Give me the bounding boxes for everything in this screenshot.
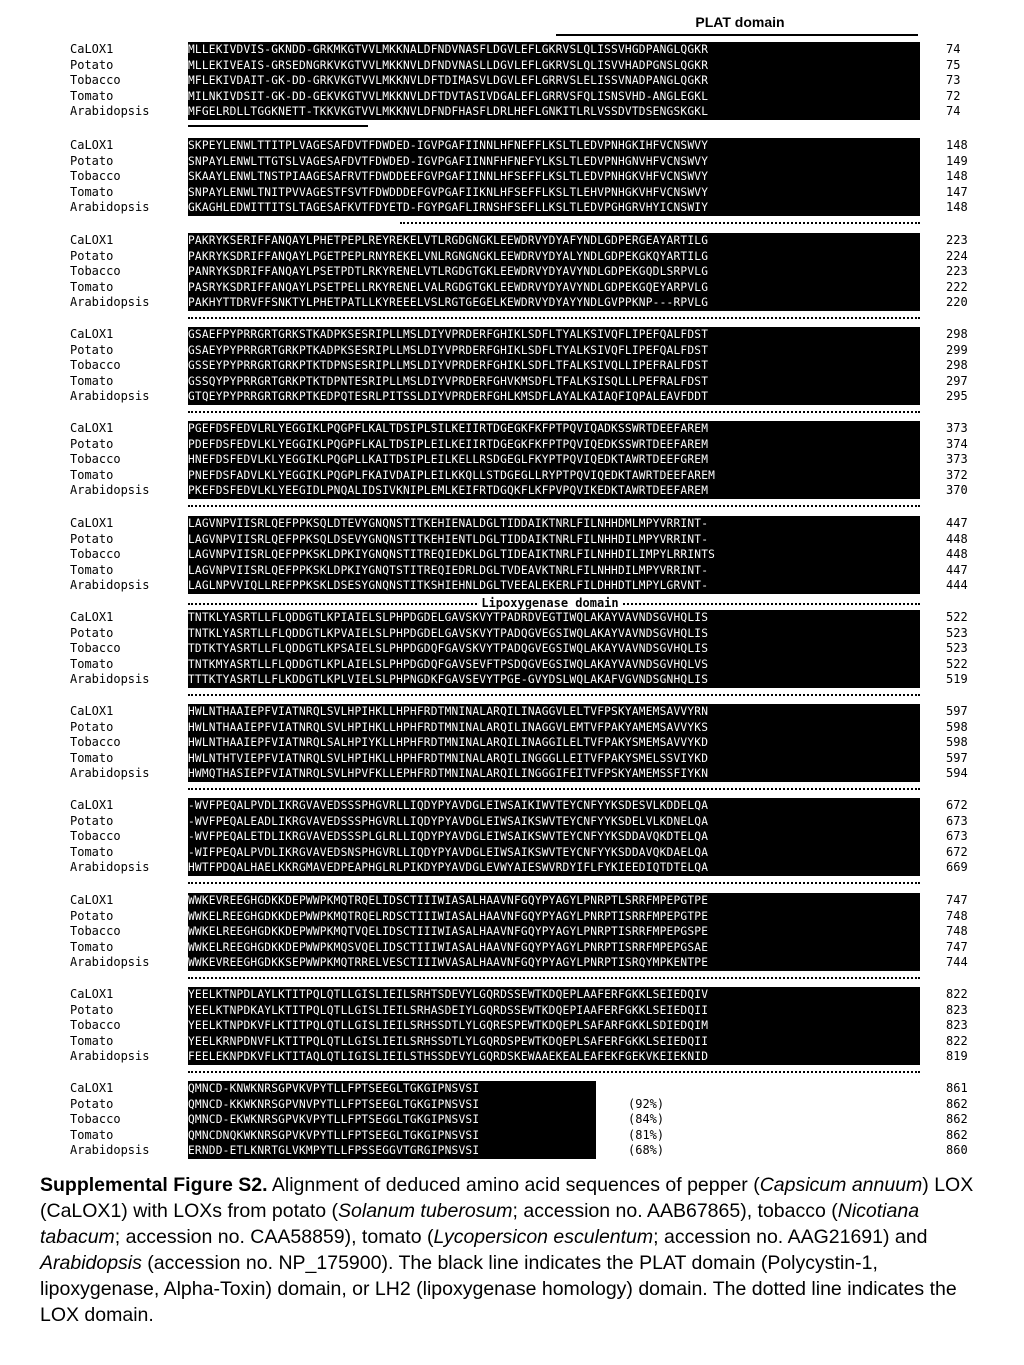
alignment-row [0,233,1024,249]
species-name: Tobacco [70,829,121,844]
sequence-segment: QMNCD-EKWKNRSGPVKVPYTLLFPTSEGGLTGKGIPNSVSI [188,1112,596,1128]
alignment-row [0,766,1024,782]
species-name: Tomato [70,844,114,859]
residue-position: 861 [946,1081,968,1095]
sequence-segment: YEELKTNPDKAYLKTITPQLQTLLGISLIEILSRHASDEIYLGQRDSSEWTKDQEPIAAFERFGKKLSEIEDQII [188,1003,920,1019]
alignment-row [0,626,1024,642]
sequence-segment: QMNCDNQKWKNRSGPVKVPYTLLFPTSEEGLTGKGIPNSVSI [188,1128,596,1144]
alignment-row [0,641,1024,657]
species-name: CaLOX1 [70,610,114,624]
species-name: Tobacco [70,1112,121,1127]
alignment-row [0,924,1024,940]
sequence-segment: MFGELRDLLTGGKNETT-TKKVKGTVVLMKKNVLDFNDFHASFLDRLHEFLGNKITLRLVSSDVTDSENGSKGKL [188,104,920,120]
alignment-row [0,295,1024,311]
species-name: Tomato [70,1033,114,1048]
residue-position: 372 [946,467,968,482]
species-name: Arabidopsis [70,860,150,875]
residue-position: 295 [946,389,968,404]
alignment-block [0,610,1024,688]
residue-position: 862 [946,1127,968,1142]
residue-position: 148 [946,169,968,184]
sequence-segment: LAGVNPVIISRLQEFPPKSKLDPKIYGNQNSTITREQIEDKLDGLTIDEAIKTNRLFILNHHDILIMPYLRRINTS [188,547,920,563]
sequence-segment: -WIFPEQALPVDLIKRGVAVEDSNSPHGVRLLIQDYPYAVDGLEIWSAIKSWVTEYCNFYYKSDDAVQKDAELQA [188,845,920,861]
alignment-row [0,547,1024,563]
alignment-row [0,200,1024,216]
sequence-segment: HWTFPDQALHAELKKRGMAVEDPEAPHGLRLPIKDYPYAVDGLEVWYAIESWVRDYIFLFYKIEEDIQTDTELQA [188,860,920,876]
sequence-segment: GSAEYPYPRRGRTGRKPTKADPKSESRIPLLMSLDIYVPRDERFGHIKLSDFLTYALKSIVQFLIPEFQALFDST [188,343,920,359]
sequence-segment: ERNDD-ETLKNRTGLVKMPYTLLFPSSEGGVTGRGIPNSVSI [188,1143,596,1159]
lox-domain-line [400,222,920,224]
species-name: CaLOX1 [70,893,114,907]
species-name: Tomato [70,279,114,294]
residue-position: 744 [946,955,968,970]
species-name: CaLOX1 [70,798,114,812]
species-name: CaLOX1 [70,987,114,1001]
alignment-row [0,138,1024,154]
residue-position: 148 [946,200,968,215]
species-name: Arabidopsis [70,483,150,498]
caption-label: Supplemental Figure S2. [40,1174,268,1196]
alignment-row [0,610,1024,626]
sequence-segment: PANRYKSDRIFFANQAYLPSETPDTLRKYRENELVTLRGDGTGKLEEWDRVYDYAVYNDLGDPEKGQDLSRPVLG [188,264,920,280]
caption-text-2: ) LOX (CaLOX1) with LOXs from potato ( [40,1174,974,1222]
species-name: Arabidopsis [70,389,150,404]
alignment-row [0,374,1024,390]
alignment-row [0,185,1024,201]
species-name: Tomato [70,1127,114,1142]
species-name: CaLOX1 [70,138,114,152]
lox-domain-line [188,977,920,979]
sequence-segment: HWMQTHASIEPFVIATNRQLSVLHPVFKLLEPHFRDTMNINALARQILINGGGIFEITVFPSKYAMEMSSFIYKN [188,766,920,782]
alignment-row [0,829,1024,845]
alignment-row [0,58,1024,74]
sequence-segment: TNTKMYASRTLLFLQDDGTLKPLAIELSLPHPDGDQFGAVSEVFTPSDQGVEGSIWQLAKAYVAVNDSGVHQLVS [188,657,920,673]
species-name: Tobacco [70,358,121,373]
sequence-segment: QMNCD-KNWKNRSGPVKVPYTLLFPTSEEGLTGKGIPNSVSI [188,1081,596,1097]
species-name: Tomato [70,939,114,954]
lox-domain-label [180,596,920,610]
residue-position: 819 [946,1049,968,1064]
residue-position: 672 [946,844,968,859]
species-name: CaLOX1 [70,1081,114,1095]
identity-percent: (92%) [628,1096,665,1111]
sequence-segment: LAGLNPVVIQLLREFPPKSKLDSESYGNQNSTITKSHIEHNLDGLTVEEALEKERLFILDHHDTLMPYLGRVNT- [188,578,920,594]
species-name: Tobacco [70,169,121,184]
alignment-row [0,389,1024,405]
alignment-block [0,327,1024,405]
species-name: Potato [70,531,114,546]
sequence-segment: WWKELREEGHGDKKDEPWWPKMQTRQELRDSCTIIIWIASALHAAVNFGQYPYAGYLPNRPTISRRFMPEPGTPE [188,909,920,925]
alignment-block [0,798,1024,876]
alignment-block [0,704,1024,782]
alignment-row [0,940,1024,956]
residue-position: 72 [946,88,961,103]
lox-domain-label-text: Lipoxygenase domain [477,596,622,610]
sequence-segment: GKAGHLEDWITTITSLTAGESAFKVTFDYETD-FGYPGAFLIRNSHFSEFLLKSLTLEDVPGHGRVHYICNSWIY [188,200,920,216]
sequence-segment: SKPEYLENWLTTITPLVAGESAFDVTFDWDED-IGVPGAFIINNLHFNEFFLKSLTLEDVPNHGKIHFVCNSWVY [188,138,920,154]
species-name: CaLOX1 [70,42,114,56]
residue-position: 823 [946,1018,968,1033]
alignment-row [0,532,1024,548]
residue-position: 373 [946,421,968,435]
species-name: Tomato [70,562,114,577]
residue-position: 669 [946,860,968,875]
residue-position: 220 [946,295,968,310]
alignment-row [0,154,1024,170]
alignment-row [0,73,1024,89]
alignment-block [0,987,1024,1065]
caption-text-6: (accession no. NP_175900). The black line indicates the PLAT domain (Polycystin-1, lipoxygenase, Alpha-Toxin) domain, or LH2 (lipoxygenase homology) domain. The dotted line indicates the LOX domain. [40,1252,957,1326]
sequence-segment: WWKEVREEGHGDKKSEPWWPKMQTRRELVESCTIIIWVASALHAAVNFGQYPYAGYLPNRPTISRQYMPKENTPE [188,955,920,971]
alignment-row [0,1112,1024,1128]
residue-position: 673 [946,813,968,828]
species-name: Arabidopsis [70,672,150,687]
sequence-segment: PDEFDSFEDVLKLYEGGIKLPQGPFLKALTDSIPLEILKEIIRTDGEGKFKFPTPQVIQEDKSSWRTDEEFAREM [188,437,920,453]
residue-position: 298 [946,327,968,341]
alignment-row [0,893,1024,909]
residue-position: 75 [946,57,961,72]
species-name: Arabidopsis [70,1049,150,1064]
caption-species-2: Solanum tuberosum [338,1200,513,1222]
caption-species-5: Arabidopsis [40,1252,142,1274]
sequence-segment: LAGVNPVIISRLQEFPPKSQLDTEVYGNQNSTITKEHIENALDGLTIDDAIKTNRLFILNHHDMLMPYVRRINT- [188,516,920,532]
species-name: Potato [70,153,114,168]
alignment-row [0,735,1024,751]
sequence-segment: MFLEKIVDAIT-GK-DD-GRKVKGTVVLMKKNVLDFTDIMASVLDGVLEFLGRRVSLELISSVNADPANGLQGKR [188,73,920,89]
species-name: Potato [70,908,114,923]
sequence-segment: WWKELREEGHGDKKDEPWWPKMQSVQELIDSCTIIIWIASALHAAVNFGQYPYAGYLPNRPTISRRFMPEPGSAE [188,940,920,956]
residue-position: 673 [946,829,968,844]
alignment-row [0,280,1024,296]
caption-text-1: Alignment of deduced amino acid sequences of pepper ( [267,1174,760,1196]
plat-domain-line [556,34,918,36]
residue-position: 73 [946,73,961,88]
residue-position: 862 [946,1112,968,1127]
residue-position: 594 [946,766,968,781]
residue-position: 822 [946,1033,968,1048]
alignment-row [0,249,1024,265]
alignment-row [0,89,1024,105]
residue-position: 597 [946,750,968,765]
lox-domain-line [188,694,920,696]
residue-position: 223 [946,233,968,247]
alignment-row [0,452,1024,468]
alignment-row [0,704,1024,720]
alignment-row [0,327,1024,343]
species-name: Arabidopsis [70,955,150,970]
alignment-row [0,1143,1024,1159]
species-name: Tobacco [70,735,121,750]
residue-position: 598 [946,719,968,734]
residue-position: 297 [946,373,968,388]
sequence-segment: -WVFPEQALEADLIKRGVAVEDSSSPHGVRLLIQDYPYAVDGLEIWSAIKSWVTEYCNFYYKSDELVLKDNELQA [188,814,920,830]
sequence-segment: MLLEKIVEAIS-GRSEDNGRKVKGTVVLMKKNVLDFNDVNASLLDGVLEFLGKRVSLQLISVVHADPGNSLQGKR [188,58,920,74]
sequence-segment: WWKELREEGHGDKKDEPWWPKMQTVQELIDSCTIIIWIASALHAAVNFGQYPYAGYLPNRPTISRRFMPEPGSPE [188,924,920,940]
alignment-row [0,343,1024,359]
alignment-row [0,657,1024,673]
residue-position: 370 [946,483,968,498]
sequence-segment: -WVFPEQALPVDLIKRGVAVEDSSSPHGVRLLIQDYPYAVDGLEIWSAIKIWVTEYCNFYYKSDESVLKDDELQA [188,798,920,814]
caption-text-4: ; accession no. CAA58859), tomato ( [114,1226,434,1248]
alignment-row [0,1018,1024,1034]
sequence-segment: YEELKTNPDKVFLKTITPQLQTLLGISLIEILSRHSSDTLYLGQRESPEWTKDQEPLSAFARFGKKLSDIEDQIM [188,1018,920,1034]
residue-position: 860 [946,1143,968,1158]
species-name: Potato [70,1002,114,1017]
species-name: Tobacco [70,924,121,939]
alignment-block [0,893,1024,971]
residue-position: 224 [946,248,968,263]
species-name: Arabidopsis [70,578,150,593]
residue-position: 748 [946,924,968,939]
sequence-segment: GTQEYPYPRRGRTGRKPTKEDPQTESRLPITSSLDIYVPRDERFGHLKMSDFLAYALKAIAQFIQPALEAVFDDT [188,389,920,405]
alignment-block [0,516,1024,594]
sequence-segment: FEELEKNPDKVFLKTITAQLQTLIGISLIEILSTHSSDEVYLGQRDSKEWAAEKEALEAFEKFGEKVKEIEKNID [188,1049,920,1065]
alignment-row [0,468,1024,484]
sequence-segment: SKAAYLENWLTNSTPIAAGESAFRVTFDWDDEEFGVPGAFIINNLHFSEFFLKSLTLEDVPNHGKVHFVCNSWVY [188,169,920,185]
sequence-segment: TNTKLYASRTLLFLQDDGTLKPVAIELSLPHPDGDELGAVSKVYTPADQGVEGSIWQLAKAYVAVNDSGVHQLIS [188,626,920,642]
alignment-row [0,1003,1024,1019]
species-name: Tomato [70,373,114,388]
alignment-row [0,672,1024,688]
species-name: Tobacco [70,452,121,467]
sequence-segment: YEELKRNPDNVFLKTITPQLQTLLGISLIEILSRHSSDTLYLGQRDSPEWTKDQEPLSAFERFGKKLSEIEDQII [188,1034,920,1050]
species-name: Tobacco [70,1018,121,1033]
residue-position: 298 [946,358,968,373]
sequence-segment: MLLEKIVDVIS-GKNDD-GRKMKGTVVLMKKNALDFNDVNASFLDGVLEFLGKRVSLQLISSVHGDPANGLQGKR [188,42,920,58]
sequence-segment: HNEFDSFEDVLKLYEGGIKLPQGPLLKAITDSIPLEILKELLRSDGEGLFKYPTPQVIQEDKTAWRTDEEFGREM [188,452,920,468]
alignment-row [0,1097,1024,1113]
lox-domain-line [188,882,920,884]
residue-position: 522 [946,610,968,624]
identity-percent: (81%) [628,1127,665,1142]
residue-position: 74 [946,42,961,56]
plat-domain-line-continued [188,125,368,127]
residue-position: 448 [946,531,968,546]
alignment-row [0,860,1024,876]
species-name: Potato [70,813,114,828]
lox-domain-line [188,505,920,507]
sequence-segment: GSAEFPYPRRGRTGRKSTKADPKSESRIPLLMSLDIYVPRDERFGHIKLSDFLTYALKSIVQFLIPEFQALFDST [188,327,920,343]
sequence-segment: TDTKTYASRTLLFLQDDGTLKPSAIELSLPHPDGDQFGAVSKVYTPADQGVEGSIWQLAKAYVAVNDSGVHQLIS [188,641,920,657]
residue-position: 148 [946,138,968,152]
caption-text-5: ; accession no. AAG21691) and [653,1226,928,1248]
sequence-segment: PNEFDSFADVLKLYEGGIKLPQGPLFKAIVDAIPLEILKKQLLSTDGEGLLRYPTPQVIQEDKTAWRTDEEFAREM [188,468,920,484]
alignment-row [0,751,1024,767]
residue-position: 74 [946,104,961,119]
sequence-segment: MILNKIVDSIT-GK-DD-GEKVKGTVVLMKKNVLDFTDVTASIVDGALEFLGRRVSFQLISNSVHD-ANGLEGKL [188,89,920,105]
alignment-row [0,1034,1024,1050]
species-name: Tobacco [70,641,121,656]
alignment-row [0,1081,1024,1097]
species-name: CaLOX1 [70,421,114,435]
residue-position: 147 [946,184,968,199]
sequence-segment: GSSEYPYPRRGRTGRKPTKTDPNSESRIPLLMSLDIYVPRDERFGHIKLSDFLTFALKSIVQLLIPEFRALFDST [188,358,920,374]
residue-position: 598 [946,735,968,750]
residue-position: 747 [946,939,968,954]
species-name: Tobacco [70,73,121,88]
species-name: Arabidopsis [70,295,150,310]
species-name: CaLOX1 [70,704,114,718]
alignment-row [0,798,1024,814]
alignment-row [0,437,1024,453]
alignment-block [0,421,1024,499]
alignment-row [0,563,1024,579]
alignment-block [0,138,1024,216]
species-name: Arabidopsis [70,104,150,119]
residue-position: 444 [946,578,968,593]
caption-species-3: Nicotiana tabacum [40,1200,920,1248]
residue-position: 748 [946,908,968,923]
sequence-segment: QMNCD-KKWKNRSGPVNVPYTLLFPTSEEGLTGKGIPNSVSI [188,1097,596,1113]
figure-caption [40,1172,1000,1328]
alignment-row [0,909,1024,925]
sequence-segment: WWKEVREEGHGDKKDEPWWPKMQTRQELIDSCTIIIWIASALHAAVNFGQYPYAGYLPNRPTLSRRFMPEPGTPE [188,893,920,909]
species-name: Tobacco [70,264,121,279]
species-name: Tomato [70,750,114,765]
residue-position: 523 [946,625,968,640]
residue-position: 448 [946,547,968,562]
caption-species-1: Capsicum annuum [759,1174,923,1196]
residue-position: 822 [946,987,968,1001]
residue-position: 223 [946,264,968,279]
identity-percent: (84%) [628,1112,665,1127]
lox-domain-line [188,317,920,319]
alignment-row [0,1128,1024,1144]
sequence-segment: PAKRYKSDRIFFANQAYLPGETPEPLRNYREKELVNLRGNGNGKLEEWDRVYDYALYNDLGDPEKGKQYARTILG [188,249,920,265]
alignment-row [0,42,1024,58]
species-name: Arabidopsis [70,766,150,781]
alignment-row [0,264,1024,280]
sequence-segment: TTTKTYASRTLLFLKDDGTLKPLVIELSLPHPNGDKFGAVSEVYTPGE-GVYDSLWQLAKAFVGVNDSGNHQLIS [188,672,920,688]
alignment-row [0,814,1024,830]
plat-domain-label: PLAT domain [695,14,785,30]
species-name: CaLOX1 [70,327,114,341]
caption-text-3: ; accession no. AAB67865), tobacco ( [512,1200,838,1222]
alignment-row [0,845,1024,861]
species-name: Potato [70,719,114,734]
residue-position: 522 [946,656,968,671]
residue-position: 447 [946,562,968,577]
sequence-segment: TNTKLYASRTLLFLQDDGTLKPIAIELSLPHPDGDELGAVSKVYTPADRDVEGTIWQLAKAYVAVNDSGVHQLIS [188,610,920,626]
alignment-row [0,421,1024,437]
alignment-block [0,233,1024,311]
identity-percent: (68%) [628,1143,665,1158]
alignment-row [0,516,1024,532]
sequence-segment: HWLNTHAAIEPFVIATNRQLSVLHPIHKLLHPHFRDTMNINALARQILINAGGVLEMTVFPAKYAMEMSAVVYKS [188,720,920,736]
sequence-segment: PAKRYKSERIFFANQAYLPHETPEPLREYREKELVTLRGDGNGKLEEWDRVYDYAFYNDLGDPERGEAYARTILG [188,233,920,249]
species-name: Arabidopsis [70,200,150,215]
sequence-segment: HWLNTHAAIEPFVIATNRQLSVLHPIHKLLHPHFRDTMNINALARQILINAGGVLELTVFPSKYAMEMSAVVYRN [188,704,920,720]
residue-position: 597 [946,704,968,718]
species-name: Tomato [70,467,114,482]
sequence-segment: PGEFDSFEDVLRLYEGGIKLPQGPFLKALTDSIPLSILKEIIRTDGEGKFKFPTPQVIQADKSSWRTDEEFAREM [188,421,920,437]
sequence-segment: HWLNTHAAIEPFVIATNRQLSALHPIYKLLHPHFRDTMNINALARQILINAGGILELTVFPAKYSMEMSAVVYKD [188,735,920,751]
sequence-segment: SNPAYLENWLTNITPVVAGESTFSVTFDWDDDEFGVPGAFIIKNLHFSEFFLKSLTLEHVPNHGKVHFVCNSWVY [188,185,920,201]
species-name: Potato [70,57,114,72]
species-name: Tomato [70,88,114,103]
sequence-segment: HWLNTHTVIEPFVIATNRQLSVLHPIHKLLHPHFRDTMNINALARQILINGGGLLEITVFPAKYSMELSSVIYKD [188,751,920,767]
residue-position: 299 [946,342,968,357]
alignment-row [0,987,1024,1003]
species-name: Potato [70,1096,114,1111]
sequence-segment: GSSQYPYPRRGRTGRKPTKTDPNTESRIPLLMSLDIYVPRDERFGHVKMSDFLTFALKSISQLLLPEFRALFDST [188,374,920,390]
species-name: Potato [70,342,114,357]
sequence-segment: LAGVNPVIISRLQEFPPKSKLDPKIYGNQTSTITREQIEDRLDGLTVDEAVKTNRLFILNHHDILMPYVRRINT- [188,563,920,579]
species-name: CaLOX1 [70,233,114,247]
residue-position: 374 [946,436,968,451]
species-name: Potato [70,625,114,640]
species-name: Tobacco [70,547,121,562]
alignment-row [0,358,1024,374]
species-name: Potato [70,436,114,451]
sequence-segment: YEELKTNPDLAYLKTITPQLQTLLGISLIEILSRHTSDEVYLGQRDSSEWTKDQEPLAAFERFGKKLSEIEDQIV [188,987,920,1003]
lox-domain-line [188,411,920,413]
alignment-block [0,1081,1024,1159]
residue-position: 672 [946,798,968,812]
alignment-row [0,104,1024,120]
species-name: Potato [70,248,114,263]
lox-domain-line [188,788,920,790]
species-name: Tomato [70,656,114,671]
species-name: Tomato [70,184,114,199]
residue-position: 149 [946,153,968,168]
residue-position: 519 [946,672,968,687]
residue-position: 523 [946,641,968,656]
alignment-row [0,955,1024,971]
lox-domain-line [188,1071,920,1073]
residue-position: 222 [946,279,968,294]
sequence-segment: PAKHYTTDRVFFSNKTYLPHETPATLLKYREEELVSLRGTGEGELKEWDRVYDYAYYNDLGVPPKNP---RPVLG [188,295,920,311]
residue-position: 447 [946,516,968,530]
caption-species-4: Lycopersicon esculentum [433,1226,654,1248]
alignment-row [0,578,1024,594]
alignment-row [0,169,1024,185]
alignment-row [0,483,1024,499]
residue-position: 862 [946,1096,968,1111]
alignment-block [0,42,1024,120]
sequence-segment: -WVFPEQALETDLIKRGVAVEDSSSPLGLRLLIQDYPYAVDGLEIWSAIKSWVTEYCNFYYKSDDAVQKDTELQA [188,829,920,845]
alignment-row [0,1049,1024,1065]
sequence-segment: LAGVNPVIISRLQEFPPKSQLDSEVYGNQNSTITKEHIENTLDGLTIDDAIKTNRLFILNHHDILMPYVRRINT- [188,532,920,548]
sequence-segment: SNPAYLENWLTTGTSLVAGESAFDVTFDWDED-IGVPGAFIINNFHFNEFYLKSLTLEDVPNHGNVHFVCNSWVY [188,154,920,170]
sequence-segment: PKEFDSFEDVLKLYEEGIDLPNQALIDSIVKNIPLEMLKEIFRTDGQKFLKFPVPQVIKEDKTAWRTDEEFAREM [188,483,920,499]
alignment-row [0,720,1024,736]
species-name: CaLOX1 [70,516,114,530]
species-name: Arabidopsis [70,1143,150,1158]
residue-position: 823 [946,1002,968,1017]
sequence-segment: PASRYKSDRIFFANQAYLPSETPELLRKYRENELVALRGDGTGKLEEWDRVYDYAVYNDLGDPEKGQEYARPVLG [188,280,920,296]
residue-position: 747 [946,893,968,907]
residue-position: 373 [946,452,968,467]
